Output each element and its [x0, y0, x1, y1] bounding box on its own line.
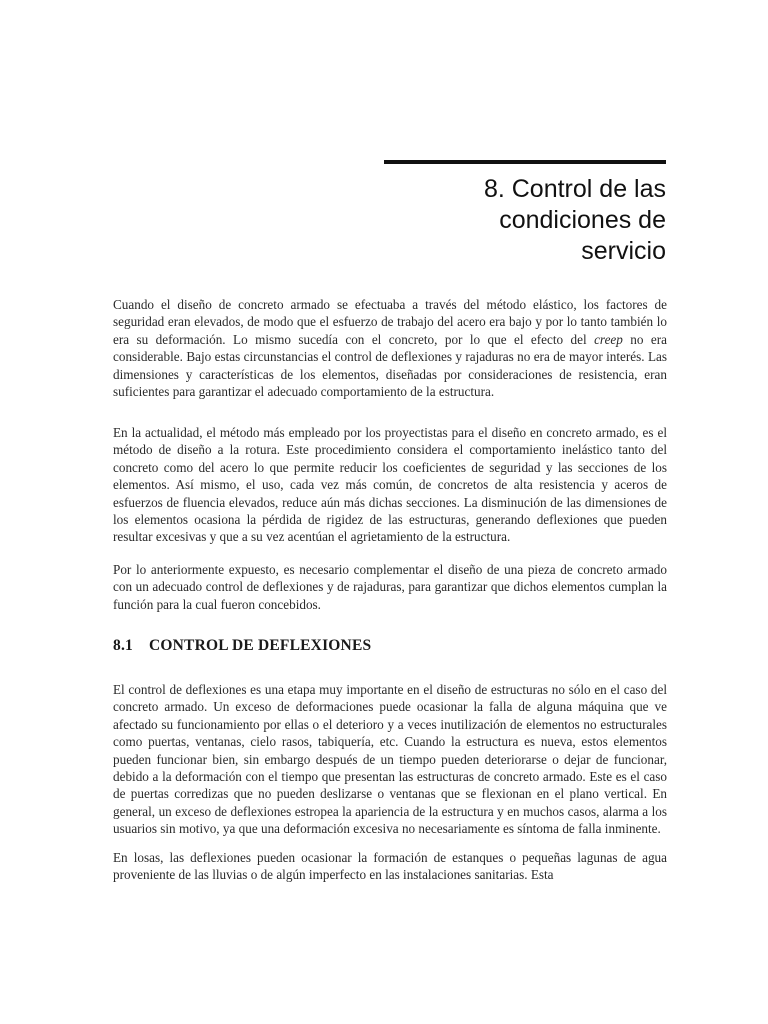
paragraph-intro [113, 296, 667, 400]
chapter-rule [384, 160, 666, 164]
paragraph-conclusion: Por lo anteriormente expuesto, es necesario complementar el diseño de una pieza de concreto armado con un adecuado control de deflexiones y de rajaduras, para garantizar que dichos elementos cumplan la función para la cual fueron concebidos. [113, 562, 667, 612]
paragraph-intro-part-2: no era considerable. Bajo estas circunstancias el control de deflexiones y rajaduras no era de mayor interés. Las dimensiones y características de los elementos, diseñadas por consideraciones de resistencia, eran suficientes para garantizar el adecuado comportamiento de la estructura. [113, 331, 667, 400]
section-title: CONTROL DE DEFLEXIONES [149, 637, 372, 654]
paragraph-slabs: En losas, las deflexiones pueden ocasionar la formación de estanques o pequeñas lagunas de agua proveniente de las lluvias o de algún imperfecto en las instalaciones sanitarias. Esta [113, 850, 667, 883]
chapter-title-line-2: condiciones de [499, 206, 666, 234]
section-number: 8.1 [113, 637, 133, 654]
paragraph-deflection-control: El control de deflexiones es una etapa muy importante en el diseño de estructuras no sólo en el caso del concreto armado. Un exceso de deformaciones puede ocasionar la falla de alguna máquina que ve afectado su funcionamiento por ellas o el deterioro y a veces inutilización de elementos no estructurales como puertas, ventanas, cielo rasos, tabiquería, etc. Cuando la estructura es nueva, estos elementos pueden funcionar bien, sin embargo después de un tiempo pueden deteriorarse o dejar de funcionar, debido a la deformación con el tiempo que presentan las estructuras de concreto armado. Este es el caso de puertas corredizas que no pueden deslizarse o ventanas que se flexionan en el plano vertical. En general, un exceso de deflexiones estropea la apariencia de la estructura y en muchos casos, alarma a los usuarios sin motivo, ya que una deformación excesiva no necesariamente es síntoma de falla inminente. [113, 682, 667, 837]
chapter-title-line-3: servicio [581, 237, 666, 265]
chapter-title-line-1: 8. Control de las [483, 175, 666, 203]
chapter-title [360, 174, 666, 267]
paragraph-intro-part-1: Cuando el diseño de concreto armado se efectuaba a través del método elástico, los factores de seguridad eran elevados, de modo que el esfuerzo de trabajo del acero era bajo y por lo tanto también lo era su deformación. Lo mismo sucedía con el concreto, por lo que el efecto del [113, 297, 667, 347]
creep-term: creep [594, 331, 623, 347]
paragraph-current-method: En la actualidad, el método más empleado por los proyectistas para el diseño en concreto armado, es el método de diseño a la rotura. Este procedimiento considera el comportamiento inelástico tanto del concreto como del acero lo que permite reducir los coeficientes de seguridad y las secciones de los elementos. Así mismo, el uso, cada vez más común, de concretos de alta resistencia y aceros de esfuerzos de fluencia elevados, reduce aún más dichas secciones. La disminución de las dimensiones de los elementos ocasiona la pérdida de rigidez de las estructuras, generando deflexiones que pueden resultar excesivas y que a su vez acentúan el agrietamiento de la estructura. [113, 425, 667, 545]
section-heading [113, 637, 667, 655]
